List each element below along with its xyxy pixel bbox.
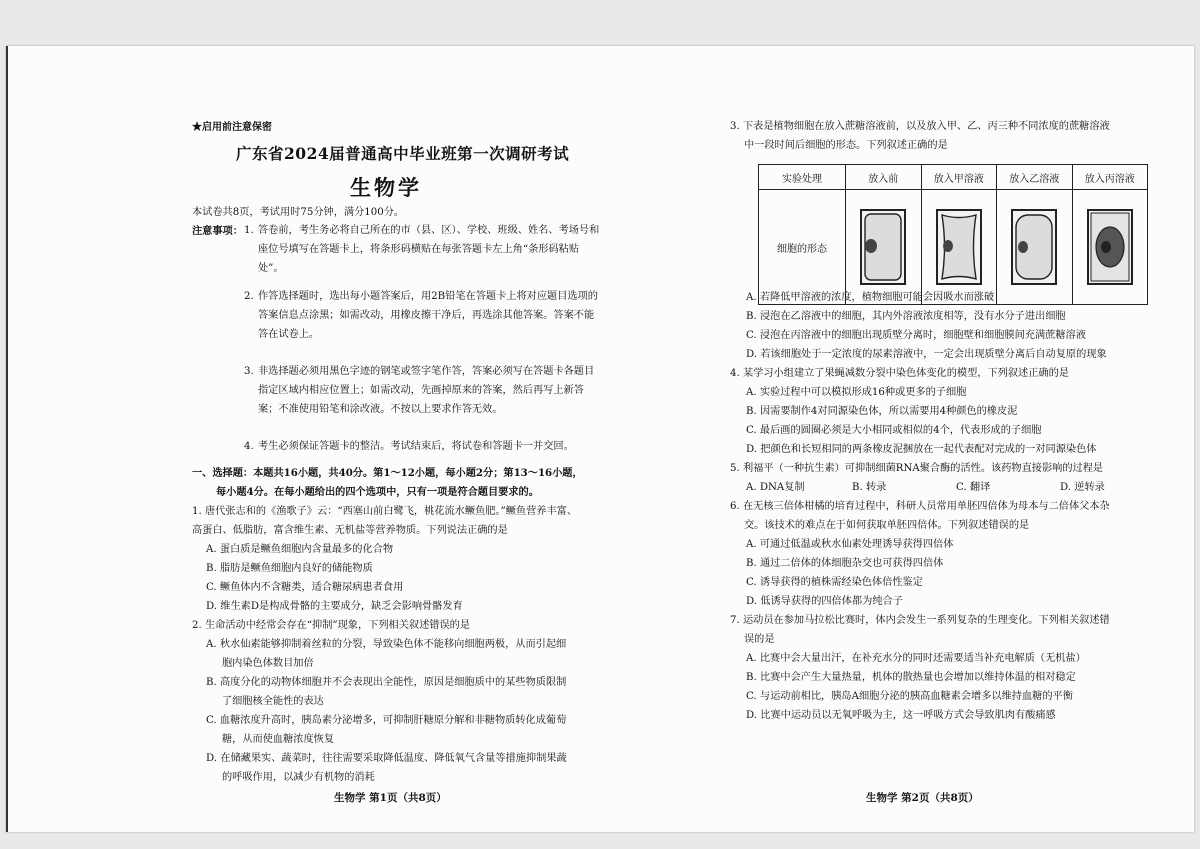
question-7-option-b: B. 比赛中会产生大量热量，机体的散热量也会增加以维持体温的相对稳定: [746, 672, 1076, 683]
question-4-option-d: D. 把颜色和长短相同的两条橡皮泥捆放在一起代表配对完成的一对同源染色体: [746, 444, 1097, 455]
question-2-option-c: C. 血糖浓度升高时，胰岛素分泌增多，可抑制肝糖原分解和非糖物质转化成葡萄: [206, 715, 567, 726]
question-2-option-b: B. 高度分化的动物体细胞并不会表现出全能性，原因是细胞质中的某些物质限制: [206, 677, 567, 688]
note-number: 2.: [244, 291, 254, 302]
scanned-sheet: [6, 46, 1194, 832]
table-header-cell: 实验处理: [759, 165, 846, 190]
row-label: 细胞的形态: [759, 190, 846, 305]
question-2-option-d-cont: 的呼吸作用，以减少有机物的消耗: [222, 772, 375, 783]
question-6-stem: 6. 在无核三倍体柑橘的培育过程中，科研人员常用单胚四倍体为母本与二倍体父本杂: [730, 501, 1110, 512]
notes-label: 注意事项：: [192, 225, 243, 237]
question-6-option-b: B. 通过二倍体的体细胞杂交也可获得四倍体: [746, 558, 944, 569]
note-text: 作答选择题时，选出每小题答案后，用2B铅笔在答题卡上将对应题目选项的答案信息点涂黑；如需改动，用橡皮擦干净后，再选涂其他答案。答案不能答在试卷上。: [258, 291, 598, 340]
table-header-row: [759, 165, 1148, 190]
question-3-option-a: A. 若降低甲溶液的浓度，植物细胞可能会因吸水而涨破: [746, 292, 995, 303]
question-2-option-c-cont: 糖，从而使血糖浓度恢复: [222, 734, 335, 745]
page-footer: 生物学 第2页（共8页）: [866, 792, 979, 804]
question-5-option-c: C. 翻译: [956, 482, 991, 493]
note-number: 4.: [244, 441, 254, 452]
page-2: [724, 46, 1160, 832]
note-text: 答卷前，考生务必将自己所在的市（县、区）、学校、班级、姓名、考场号和座位号填写在答题卡上，将条形码横贴在每张答题卡左上角“条形码粘贴处”。: [258, 225, 600, 274]
question-7-option-c: C. 与运动前相比，胰岛A细胞分泌的胰高血糖素会增多以维持血糖的平衡: [746, 691, 1073, 702]
note-text: 考生必须保证答题卡的整洁。考试结束后，将试卷和答题卡一并交回。: [258, 441, 574, 452]
question-7-stem: 7. 运动员在参加马拉松比赛时，体内会发生一系列复杂的生理变化。下列相关叙述错: [730, 615, 1110, 626]
question-1-option-d: D. 维生素D是构成骨骼的主要成分，缺乏会影响骨骼发育: [206, 601, 463, 612]
question-5-stem: 5. 利福平（一种抗生素）可抑制细菌RNA聚合酶的活性。该药物直接影响的过程是: [730, 463, 1104, 474]
page-footer: 生物学 第1页（共8页）: [334, 792, 447, 804]
question-5-option-b: B. 转录: [852, 482, 887, 493]
question-7-stem-cont: 误的是: [744, 634, 775, 645]
question-4-option-a: A. 实验过程中可以模拟形成16种或更多的子细胞: [746, 387, 967, 398]
question-2-option-b-cont: 了细胞核全能性的表达: [222, 696, 324, 707]
question-3-option-d: D. 若该细胞处于一定浓度的尿素溶液中，一定会出现质壁分离后自动复原的现象: [746, 349, 1107, 360]
table-header-cell: 放入前: [846, 165, 922, 190]
question-5-option-a: A. DNA复制: [746, 482, 805, 493]
exam-title: 广东省2024届普通高中毕业班第一次调研考试: [236, 144, 570, 163]
note-number: 3.: [244, 366, 254, 377]
question-2-option-a-cont: 胞内染色体数目加倍: [222, 658, 314, 669]
note-number: 1.: [244, 225, 254, 236]
question-7-option-a: A. 比赛中会大量出汗，在补充水分的同时还需要适当补充电解质（无机盐）: [746, 653, 1086, 664]
cell-solution-c-drawing: [1072, 190, 1148, 305]
note-text: 非选择题必须用黑色字迹的钢笔或签字笔作答，答案必须写在答题卡各题目指定区域内相应位置上；如需改动，先画掉原来的答案，然后再写上新答案；不准使用铅笔和涂改液。不按以上要求作答无效。: [258, 366, 595, 415]
question-3-option-c: C. 浸泡在丙溶液中的细胞出现质壁分离时，细胞壁和细胞膜间充满蔗糖溶液: [746, 330, 1086, 341]
cell-shape-table: [758, 164, 1148, 305]
question-4-option-c: C. 最后画的圆圈必须是大小相同或相似的4个，代表形成的子细胞: [746, 425, 1042, 436]
table-header-cell: 放入乙溶液: [997, 165, 1073, 190]
question-5-option-d: D. 逆转录: [1060, 482, 1105, 493]
question-6-option-d: D. 低诱导获得的四倍体都为纯合子: [746, 596, 903, 607]
question-3-stem-cont: 中一段时间后细胞的形态。下列叙述正确的是: [744, 140, 948, 151]
page-1: [182, 46, 606, 832]
question-3-stem: 3. 下表是植物细胞在放入蔗糖溶液前，以及放入甲、乙、丙三种不同浓度的蔗糖溶液: [730, 121, 1110, 132]
section-heading: 一、选择题：本题共16小题，共40分。第1～12小题，每小题2分；第13～16小题，: [192, 467, 583, 479]
question-6-option-c: C. 诱导获得的植株需经染色体倍性鉴定: [746, 577, 923, 588]
section-heading-cont: 每小题4分。在每小题给出的四个选项中，只有一项是符合题目要求的。: [216, 486, 539, 498]
question-6-stem-cont: 交。该技术的难点在于如何获取单胚四倍体。下列叙述错误的是: [744, 520, 1030, 531]
question-4-stem: 4. 某学习小组建立了果蝇减数分裂中染色体变化的模型，下列叙述正确的是: [730, 368, 1069, 379]
cell-solution-b-drawing: [997, 190, 1073, 305]
question-6-option-a: A. 可通过低温或秋水仙素处理诱导获得四倍体: [746, 539, 954, 550]
subject-title: 生物学: [350, 175, 422, 200]
question-1-stem-cont: 高蛋白、低脂肪，富含维生素、无机盐等营养物质。下列说法正确的是: [192, 525, 508, 536]
question-1-option-a: A. 蛋白质是鳜鱼细胞内含量最多的化合物: [206, 544, 394, 555]
confidential-mark: ★启用前注意保密: [192, 122, 272, 133]
table-header-cell: 放入丙溶液: [1072, 165, 1148, 190]
question-2-option-a: A. 秋水仙素能够抑制着丝粒的分裂，导致染色体不能移向细胞两极，从而引起细: [206, 639, 567, 650]
cell-solution-a-drawing: [921, 190, 997, 305]
question-4-option-b: B. 因需要制作4对同源染色体，所以需要用4种颜色的橡皮泥: [746, 406, 1018, 417]
table-header-cell: 放入甲溶液: [921, 165, 997, 190]
question-1-stem: 1. 唐代张志和的《渔歌子》云：“西塞山前白鹭飞，桃花流水鳜鱼肥。”鳜鱼营养丰富、: [192, 506, 578, 517]
question-2-option-d: D. 在储藏果实、蔬菜时，往往需要采取降低温度、降低氧气含量等措施抑制果蔬: [206, 753, 567, 764]
question-7-option-d: D. 比赛中运动员以无氧呼吸为主，这一呼吸方式会导致肌肉有酸痛感: [746, 710, 1056, 721]
exam-info: 本试卷共8页，考试用时75分钟，满分100分。: [192, 207, 405, 218]
question-3-option-b: B. 浸泡在乙溶液中的细胞，其内外溶液浓度相等，没有水分子进出细胞: [746, 311, 1066, 322]
cell-before-drawing: [846, 190, 922, 305]
question-1-option-c: C. 鳜鱼体内不含糖类，适合糖尿病患者食用: [206, 582, 404, 593]
question-1-option-b: B. 脂肪是鳜鱼细胞内良好的储能物质: [206, 563, 373, 574]
question-2-stem: 2. 生命活动中经常会存在“抑制”现象，下列相关叙述错误的是: [192, 620, 471, 631]
table-row: [759, 190, 1148, 305]
